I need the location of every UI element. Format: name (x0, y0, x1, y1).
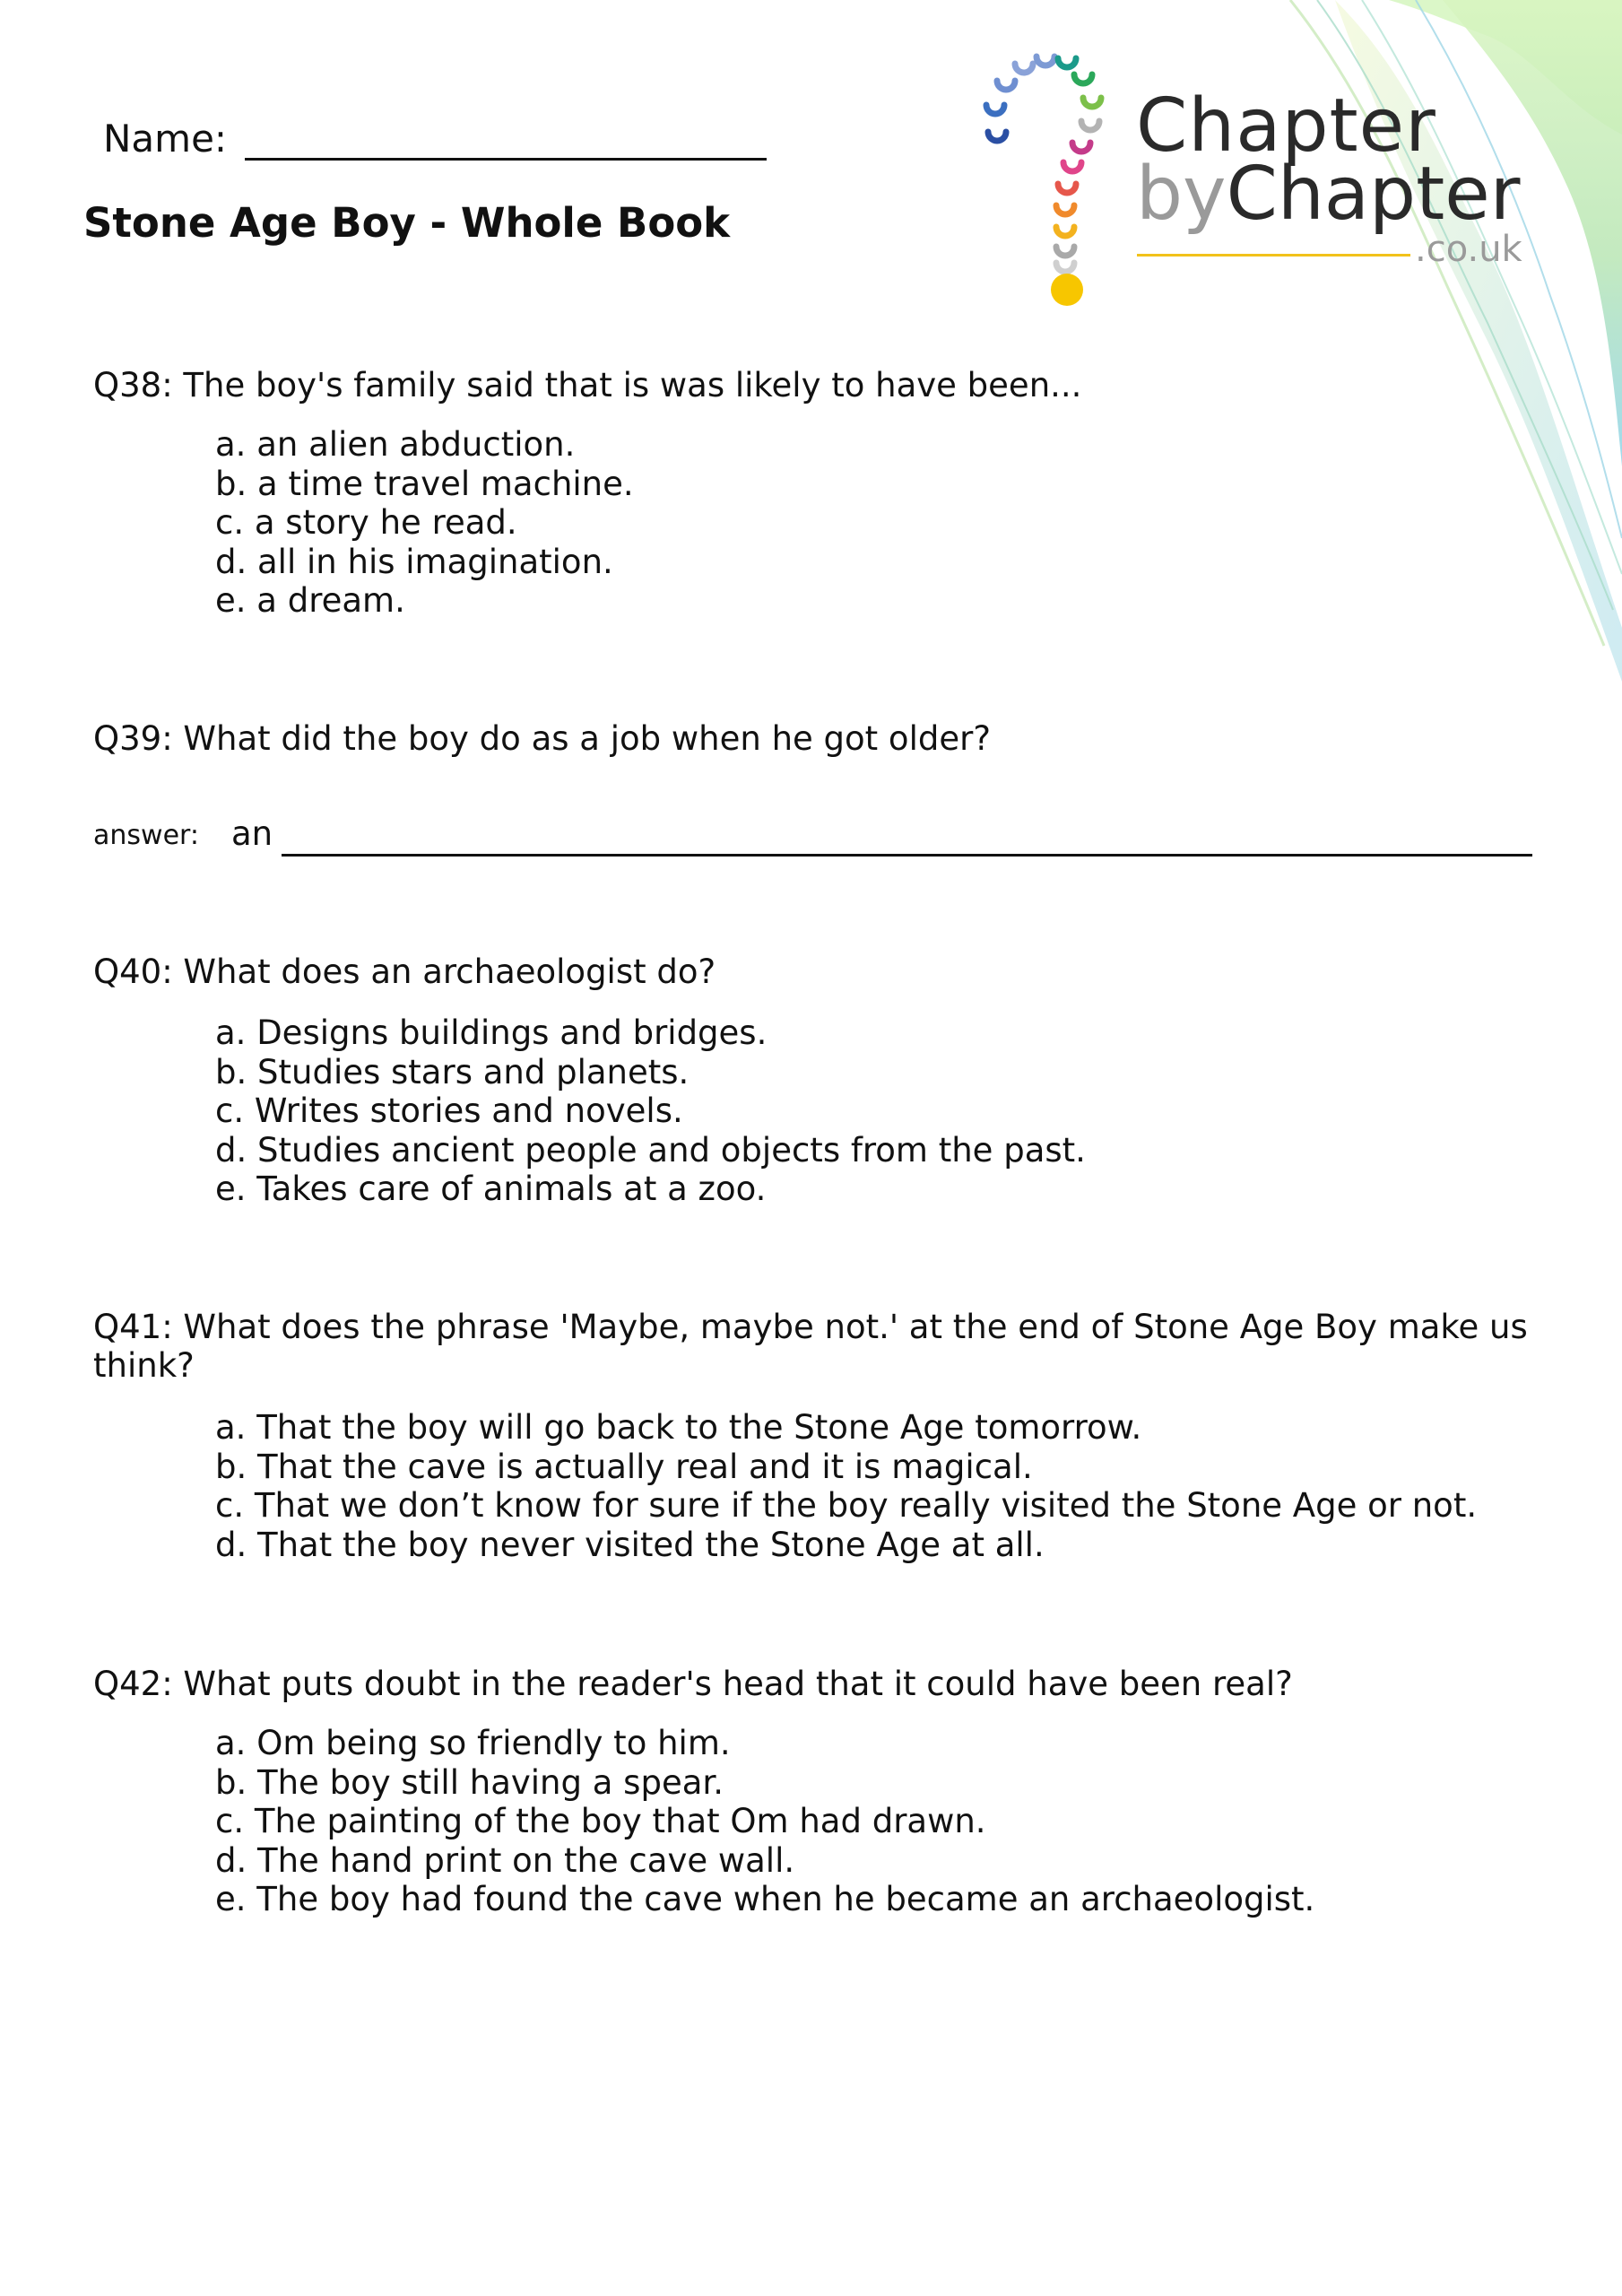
name-input-line[interactable] (245, 117, 767, 161)
option-item[interactable]: c. That we don’t know for sure if the boy really visited the Stone Age or not. (215, 1486, 1478, 1525)
option-item[interactable]: d. all in his imagination. (215, 542, 613, 581)
option-item[interactable]: b. Studies stars and planets. (215, 1052, 690, 1091)
logo-dot-icon (1051, 274, 1083, 306)
option-item[interactable]: a. That the boy will go back to the Stone Age tomorrow. (215, 1408, 1142, 1447)
name-label: Name: (103, 117, 228, 161)
logo-domain: .co.uk (1415, 229, 1522, 270)
option-item[interactable]: e. a dream. (215, 581, 405, 620)
book-question-mark-icon (986, 57, 1101, 272)
option-item[interactable]: b. a time travel machine. (215, 464, 634, 503)
option-item[interactable]: a. an alien abduction. (215, 425, 576, 464)
logo-underline (1137, 254, 1410, 257)
option-item[interactable]: e. Takes care of animals at a zoo. (215, 1170, 767, 1208)
question-39: Q39: What did the boy do as a job when he got older? (93, 719, 991, 758)
option-item[interactable]: c. a story he read. (215, 503, 517, 542)
answer-input-line[interactable] (282, 827, 1532, 857)
question-42: Q42: What puts doubt in the reader's head that it could have been real? (93, 1665, 1293, 1703)
logo-wordmark (1136, 83, 1521, 237)
logo-line-chapter: Chapter (1136, 83, 1436, 169)
logo-line-by-chapter (1136, 152, 1521, 237)
option-item[interactable]: e. The boy had found the cave when he became an archaeologist. (215, 1880, 1315, 1918)
answer-row (93, 814, 1532, 857)
question-38: Q38: The boy's family said that is was likely to have been... (93, 366, 1082, 404)
question-41: Q41: What does the phrase 'Maybe, maybe not.' at the end of Stone Age Boy make us think? (93, 1308, 1528, 1385)
option-item[interactable]: c. The painting of the boy that Om had drawn. (215, 1802, 986, 1840)
option-item[interactable]: b. That the cave is actually real and it is magical. (215, 1447, 1033, 1486)
option-item[interactable]: b. The boy still having a spear. (215, 1762, 724, 1802)
logo-chapter: Chapter (1226, 152, 1521, 237)
worksheet-title: Stone Age Boy - Whole Book (83, 199, 731, 247)
option-item[interactable]: a. Designs buildings and bridges. (215, 1013, 768, 1052)
option-item[interactable]: d. Studies ancient people and objects from the past. (215, 1130, 1086, 1170)
answer-label: answer: (93, 820, 199, 851)
option-item[interactable]: c. Writes stories and novels. (215, 1091, 683, 1130)
question-41-options (215, 1408, 1477, 1564)
answer-prefix: an (230, 814, 273, 853)
logo-by: by (1136, 152, 1227, 237)
option-item[interactable]: d. That the boy never visited the Stone Age at all. (215, 1525, 1045, 1564)
question-42-options (215, 1724, 1314, 1919)
question-38-options (215, 425, 634, 621)
question-40-options (215, 1013, 1086, 1209)
name-field-row (103, 117, 767, 161)
option-item[interactable]: d. The hand print on the cave wall. (215, 1840, 795, 1880)
question-40: Q40: What does an archaeologist do? (93, 952, 716, 991)
option-item[interactable]: a. Om being so friendly to him. (215, 1724, 731, 1762)
